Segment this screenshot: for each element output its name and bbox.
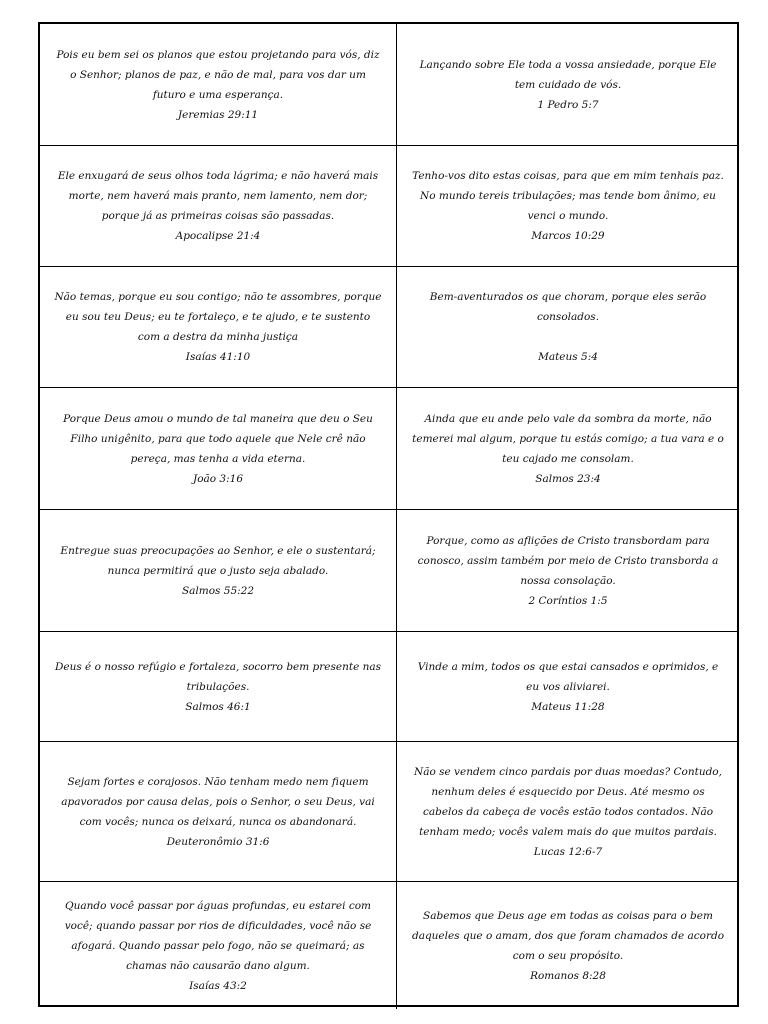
verse-reference: Salmos 46:1 bbox=[185, 700, 251, 713]
verse-card-sheet bbox=[38, 22, 739, 1007]
verse-text: Não se vendem cinco pardais por duas moedas? Contudo, nenhum deles é esquecido por Deus. Até mesmo os cabelos da cabeça de vocês estão todos contados. Não tenham medo; vocês valem mais do que muitos pardais. bbox=[414, 765, 722, 838]
verse-card-apocalipse bbox=[40, 146, 397, 267]
verse-reference: Isaías 43:2 bbox=[189, 979, 247, 992]
verse-card-salmos-55 bbox=[40, 510, 397, 632]
verse-text: Pois eu bem sei os planos que estou projetando para vós, diz o Senhor; planos de paz, e não de mal, para vos dar um futuro e uma esperança. bbox=[56, 48, 380, 101]
verse-reference: Jeremias 29:11 bbox=[177, 108, 259, 121]
verse-text: Vinde a mim, todos os que estai cansados e oprimidos, e eu vos aliviarei. bbox=[417, 660, 719, 693]
verse-reference: 2 Coríntios 1:5 bbox=[528, 594, 608, 607]
verse-reference: Mateus 11:28 bbox=[531, 700, 605, 713]
verse-text: Entregue suas preocupações ao Senhor, e ele o sustentará; nunca permitirá que o justo seja abalado. bbox=[60, 544, 376, 577]
verse-reference: Salmos 23:4 bbox=[535, 472, 601, 485]
verse-reference: Deuteronômio 31:6 bbox=[166, 835, 270, 848]
verse-card-salmos-46 bbox=[40, 632, 397, 742]
verse-text: Sabemos que Deus age em todas as coisas para o bem daqueles que o amam, dos que foram chamados de acordo com o seu propósito. bbox=[411, 909, 725, 962]
verse-card-isaias-43 bbox=[40, 882, 397, 1009]
verse-text: Porque Deus amou o mundo de tal maneira que deu o Seu Filho unigênito, para que todo aquele que Nele crê não pereça, mas tenha a vida eterna. bbox=[63, 412, 373, 465]
verse-reference: 1 Pedro 5:7 bbox=[537, 98, 599, 111]
verse-card-joao bbox=[40, 388, 397, 510]
verse-reference: Lucas 12:6-7 bbox=[533, 845, 603, 858]
verse-text: Porque, como as aflições de Cristo transbordam para conosco, assim também por meio de Cristo transborda a nossa consolação. bbox=[417, 534, 719, 587]
verse-reference: Marcos 10:29 bbox=[531, 230, 605, 242]
verse-reference: Romanos 8:28 bbox=[530, 969, 606, 982]
verse-reference: João 3:16 bbox=[192, 472, 244, 485]
verse-text: Tenho-vos dito estas coisas, para que em mim tenhais paz. No mundo tereis tribulações; mas tende bom ânimo, eu venci o mundo. bbox=[412, 170, 724, 222]
verse-text: Sejam fortes e corajosos. Não tenham medo nem fiquem apavorados por causa delas, pois o Senhor, o seu Deus, vai com vocês; nunca os deixará, nunca os abandonará. bbox=[61, 775, 375, 828]
verse-card-mateus-5 bbox=[397, 267, 739, 388]
verse-reference: Mateus 5:4 bbox=[538, 351, 598, 363]
verse-card-1-pedro bbox=[397, 24, 739, 146]
verse-text: Não temas, porque eu sou contigo; não te assombres, porque eu sou teu Deus; eu te fortaleço, e te ajudo, e te sustento com a destra da minha justiça bbox=[54, 291, 382, 343]
verse-text: Deus é o nosso refúgio e fortaleza, socorro bem presente nas tribulações. bbox=[54, 660, 382, 693]
verse-card-2-corintios bbox=[397, 510, 739, 632]
verse-card-jeremias bbox=[40, 24, 397, 146]
verse-card-lucas bbox=[397, 742, 739, 882]
verse-text: Ele enxugará de seus olhos toda lágrima; e não haverá mais morte, nem haverá mais pranto, nem lamento, nem dor; porque já as primeiras coisas são passadas. bbox=[57, 170, 379, 222]
verse-text: Bem-aventurados os que choram, porque eles serão consolados. bbox=[429, 291, 707, 323]
verse-text: Quando você passar por águas profundas, eu estarei com você; quando passar por rios de dificuldades, você não se afogará. Quando passar pelo fogo, não se queimará; as chamas não causarão dano algum. bbox=[64, 899, 372, 972]
verse-card-deuteronomio bbox=[40, 742, 397, 882]
verse-card-marcos bbox=[397, 146, 739, 267]
verse-reference: Apocalipse 21:4 bbox=[175, 230, 261, 242]
verse-text: Ainda que eu ande pelo vale da sombra da morte, não temerei mal algum, porque tu estás comigo; a tua vara e o teu cajado me consolam. bbox=[412, 412, 724, 465]
verse-card-romanos bbox=[397, 882, 739, 1009]
verse-card-salmos-23 bbox=[397, 388, 739, 510]
verse-reference: Salmos 55:22 bbox=[181, 584, 255, 597]
verse-card-isaias-41 bbox=[40, 267, 397, 388]
verse-card-mateus-11 bbox=[397, 632, 739, 742]
verse-text: Lançando sobre Ele toda a vossa ansiedade, porque Ele tem cuidado de vós. bbox=[419, 58, 717, 91]
verse-reference: Isaías 41:10 bbox=[185, 351, 251, 363]
